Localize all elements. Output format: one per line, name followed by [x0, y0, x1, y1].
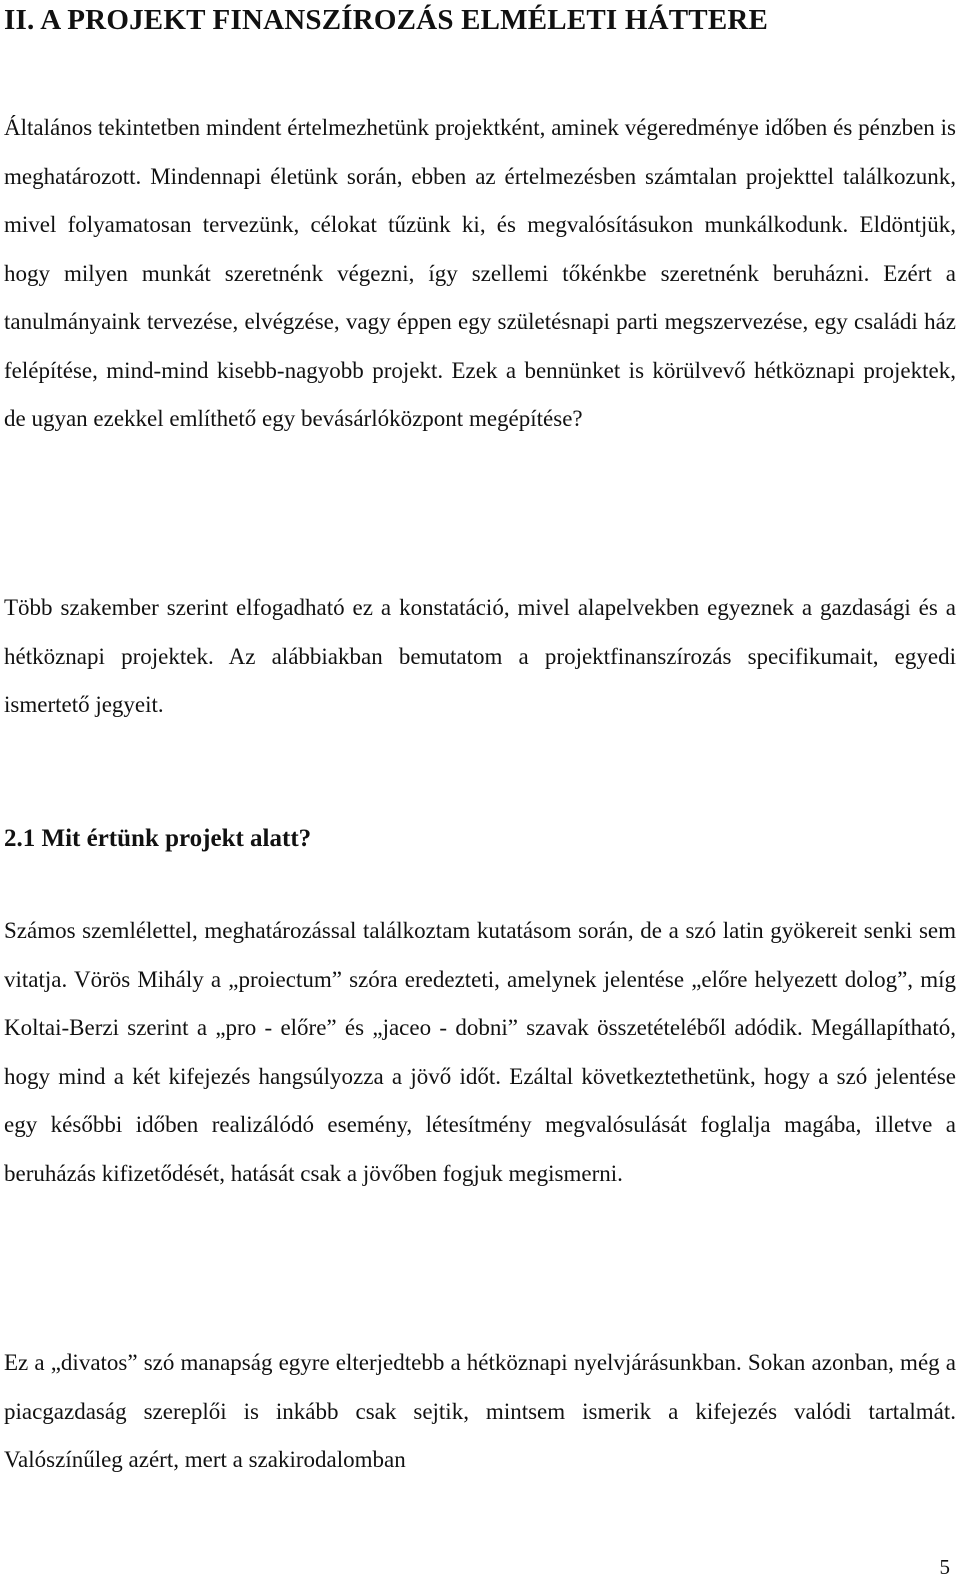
document-page — [4, 0, 956, 1594]
paragraph-section-1: Számos szemlélettel, meghatározással találkoztam kutatásom során, de a szó latin gyökereit senki sem vitatja. Vörös Mihály a „proiectum” szóra eredezteti, amelynek jelentése „előre helyezett dolog”, míg Koltai-Berzi szerint a „pro - előre” és „jaceo - dobni” szavak összetételéből adódik. Megállapítható, hogy mind a két kifejezés hangsúlyozza a jövő időt. Ezáltal következtethetünk, hogy a szó jelentése egy későbbi időben realizálódó esemény, létesítmény megvalósulását foglalja magába, illetve a beruházás kifizetődését, hatását csak a jövőben fogjuk megismerni. — [4, 918, 956, 1186]
paragraph-intro-1: Általános tekintetben mindent értelmezhetünk projektként, aminek végeredménye időben és pénzben is meghatározott. Mindennapi életünk során, ebben az értelmezésben számtalan projekttel találkozunk, mivel folyamatosan tervezünk, célokat tűzünk ki, és megvalósításukon munkálkodunk. Eldöntjük, hogy milyen munkát szeretnénk végezni, így szellemi tőkénkbe szeretnénk beruházni. Ezért a tanulmányaink tervezése, elvégzése, vagy éppen egy születésnapi parti megszervezése, egy családi ház felépítése, mind-mind kisebb-nagyobb projekt. Ezek a bennünket is körülvevő hétköznapi projektek, de ugyan ezekkel említhető egy bevásárlóközpont megépítése? — [4, 115, 956, 431]
paragraph-section-2: Ez a „divatos” szó manapság egyre elterjedtebb a hétköznapi nyelvjárásunkban. Sokan azonban, még a piacgazdaság szereplői is inkább csak sejtik, mintsem ismerik a kifejezés valódi tartalmát. Valószínűleg azért, mert a szakirodalomban — [4, 1350, 956, 1472]
page-number: 5 — [939, 1555, 950, 1579]
section-title: 2.1 Mit értünk projekt alatt? — [4, 825, 312, 852]
chapter-title: II. A PROJEKT FINANSZÍROZÁS ELMÉLETI HÁTTERE — [4, 4, 769, 36]
paragraph-intro-2: Több szakember szerint elfogadható ez a konstatáció, mivel alapelvekben egyeznek a gazdasági és a hétköznapi projektek. Az alábbiakban bemutatom a projektfinanszírozás specifikumait, egyedi ismertető jegyeit. — [4, 595, 956, 717]
